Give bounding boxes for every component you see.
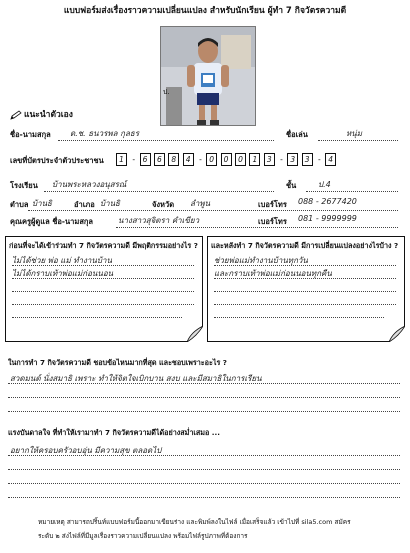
before-line: [12, 303, 194, 305]
answer-line: [8, 496, 400, 498]
guardian-line: [116, 226, 398, 228]
inspiration-question: แรงบันดาลใจ ที่ทำให้เรามาทำ 7 กิจวัตรความดีได้อย่างสม่ำเสมอ ...: [8, 428, 220, 437]
district-value: บ้านธิ: [100, 199, 120, 208]
student-photo: [160, 26, 256, 126]
answer-line: [8, 482, 400, 484]
student-photo-illustration: [161, 27, 255, 125]
photo-badge-text: ป.: [163, 88, 170, 96]
id-digit: 4: [183, 153, 194, 166]
before-line: [12, 277, 194, 279]
guardian-phone-label: เบอร์โทร: [258, 217, 287, 226]
section-title: แนะนำตัวเอง: [24, 110, 73, 120]
answer-line: [8, 382, 400, 384]
after-question: และหลังทำ 7 กิจวัตรความดี มีการเปลี่ยนแปลงอย่างไรบ้าง ?: [211, 241, 399, 250]
subdistrict-label: ตำบล: [10, 200, 29, 209]
before-line: [12, 290, 194, 292]
id-digit: 4: [325, 153, 336, 166]
grade-value: ป.4: [318, 180, 331, 189]
before-box: [5, 236, 203, 342]
after-line: [214, 264, 396, 266]
after-answer-1: ช่วยพ่อแม่ทำงานบ้านทุกวัน: [214, 256, 308, 265]
favorite-question: ในการทำ 7 กิจวัตรความดี ชอบข้อไหนมากที่สุด และชอบเพราะอะไร ?: [8, 358, 227, 367]
after-line: [214, 316, 384, 318]
citizen-id-boxes: 1 - 6 6 8 4 - 0 0 0 1 3 - 3 3 - 4: [116, 153, 337, 166]
subdistrict-value: บ้านธิ: [32, 199, 52, 208]
answer-line: [8, 396, 400, 398]
after-line: [214, 290, 396, 292]
after-answer-2: และกราบเท้าพ่อแม่ก่อนนอนทุกคืน: [214, 269, 332, 278]
before-answer-2: ไม่ได้กราบเท้าพ่อแม่ก่อนนอน: [12, 269, 114, 278]
id-digit: 0: [221, 153, 232, 166]
id-digit: 1: [116, 153, 127, 166]
footer-note-1: หมายเหตุ สามารถปริ้นท์แบบฟอร์มนี้ออกมาเขียนร่าง และพิมพ์ลงในไฟล์ เมื่อเสร็จแล้ว เข้าไปที่ sila5.com สมัคร: [38, 518, 351, 526]
pencil-icon: [10, 110, 22, 120]
phone-value: 088 - 2677420: [298, 197, 357, 206]
province-label: จังหวัด: [152, 200, 175, 209]
after-line: [214, 277, 396, 279]
id-digit: 6: [140, 153, 151, 166]
page-curl-icon: [187, 326, 203, 342]
name-label: ชื่อ-นามสกุล: [10, 130, 51, 139]
guardian-value: นางสาวสุจิตรา คำเขียว: [118, 216, 200, 225]
answer-line: [8, 410, 400, 412]
favorite-answer: สวดมนต์ นั่งสมาธิ เพราะ ทำให้จิตใจเบิกบาน สงบ และมีสมาธิในการเรียน: [10, 374, 262, 383]
after-box: [207, 236, 405, 342]
phone-label: เบอร์โทร: [258, 200, 287, 209]
address-line: [28, 209, 398, 211]
name-value: ด.ช. ธนวรพล กุลธร: [70, 129, 140, 138]
nickname-value: หนุ่ม: [346, 129, 363, 138]
district-label: อำเภอ: [74, 200, 95, 209]
after-line: [214, 303, 396, 305]
id-digit: 0: [206, 153, 217, 166]
id-digit: 0: [235, 153, 246, 166]
id-digit: 3: [264, 153, 275, 166]
school-label: โรงเรียน: [10, 181, 38, 190]
inspiration-answer: อยากให้ครอบครัวอบอุ่น มีความสุข ตลอดไป: [10, 446, 162, 455]
before-answer-1: ไม่ได้ช่วย พ่อ แม่ ทำงานบ้าน: [12, 256, 112, 265]
province-value: ลำพูน: [190, 199, 211, 208]
before-line: [12, 316, 182, 318]
id-digit: 3: [302, 153, 313, 166]
before-line: [12, 264, 194, 266]
guardian-label: คุณครูผู้ดูแล ชื่อ-นามสกุล: [10, 217, 94, 226]
before-question: ก่อนที่จะได้เข้าร่วมทำ 7 กิจวัตรความดี มีพฤติกรรมอย่างไร ?: [9, 241, 198, 250]
id-digit: 8: [168, 153, 179, 166]
answer-line: [8, 468, 400, 470]
id-digit: 6: [154, 153, 165, 166]
citizen-id-label: เลขที่บัตรประจำตัวประชาชน: [10, 156, 104, 165]
section-heading: [10, 107, 73, 121]
id-digit: 1: [249, 153, 260, 166]
answer-line: [8, 454, 400, 456]
id-digit: 3: [287, 153, 298, 166]
school-value: บ้านพระหลวงอนุสรณ์: [52, 180, 127, 189]
nickname-label: ชื่อเล่น: [286, 130, 308, 139]
form-title: แบบฟอร์มส่งเรื่องราวความเปลี่ยนแปลง สำหรับนักเรียน ผู้ทำ 7 กิจวัตรความดี: [63, 6, 347, 16]
footer-note-2: ระดับ ๒ ส่งไฟล์ที่มีมูลเรื่องราวความเปลี่ยนแปลง พร้อมไฟล์รูปภาพที่ต้องการ: [38, 532, 248, 540]
page-curl-icon: [389, 326, 405, 342]
grade-label: ชั้น: [286, 181, 297, 190]
guardian-phone-value: 081 - 9999999: [298, 214, 357, 223]
